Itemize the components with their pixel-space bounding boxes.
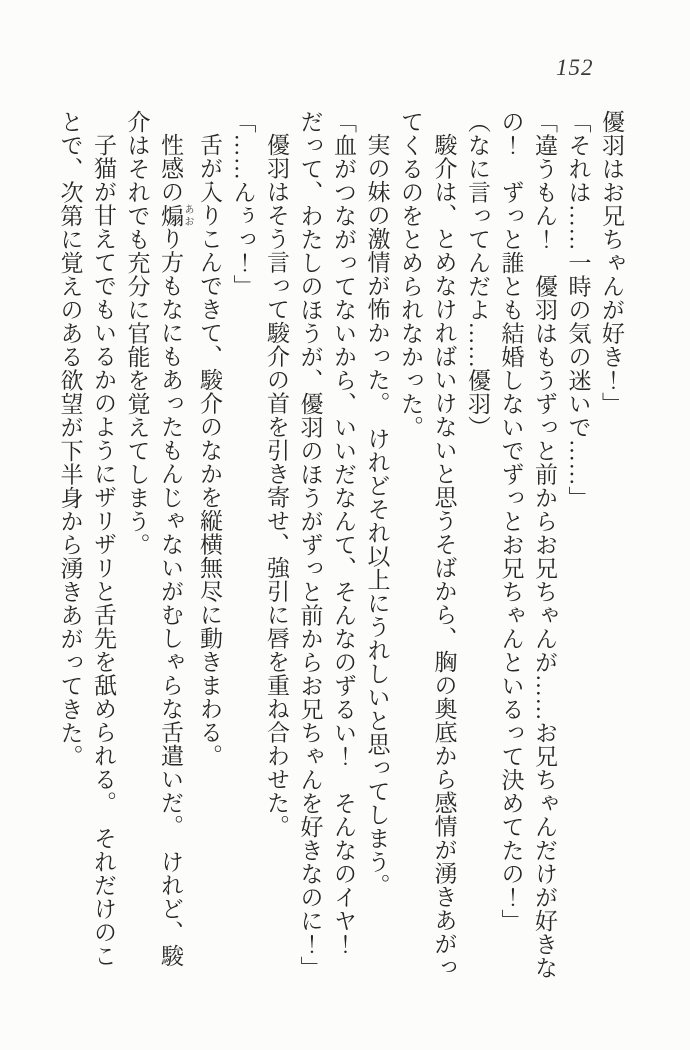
paragraph: 実の妹の激情が怖かった。 けれどそれ以上にうれしいと思ってしまう。 bbox=[364, 133, 390, 897]
paragraph: 優羽はお兄ちゃんが好き！」 bbox=[599, 110, 624, 416]
paragraph: 「……んぅっ！」 bbox=[230, 110, 256, 298]
paragraph: 「違うもん！ 優羽はもうずっと前からお兄ちゃんが……お兄ちゃんだけが好きなの！ ずっと誰とも結婚しないでずっとお兄ちゃんといるって決めてたの！」 bbox=[498, 110, 557, 980]
paragraph: 舌が入りこんできて、駿介のなかを縦横無尽に動きまわる。 bbox=[197, 133, 222, 768]
ruby-annotated-kanji: 煽 あお bbox=[158, 203, 193, 227]
paragraph: 駿介は、とめなければいけないと思うそばから、胸の奥底から感情が湧きあがってくるのをとめられなかった。 bbox=[398, 110, 457, 979]
furigana: あお bbox=[182, 203, 193, 227]
novel-text-block bbox=[53, 110, 628, 990]
paragraph: 優羽はそう言って駿介の首を引き寄せ、強引に唇を重ね合わせた。 bbox=[264, 133, 289, 838]
paragraph: 「血がつながってないから、いいだなんて、そんなのずるい！ そんなのイヤ！ だって、わたしのほうが、優羽のほうがずっと前からお兄ちゃんを好きなのに！」 bbox=[297, 110, 356, 980]
paragraph: 子猫が甘えてでもいるかのようにザリザリと舌先を舐められる。 それだけのことで、次第に覚えのある欲望が下半身から湧きあがってきた。 bbox=[57, 110, 116, 968]
paragraph: 性感の煽 あおり方もなにもあったもんじゃないがむしゃらな舌遣いだ。 けれど、駿介はそれでも充分に官能を覚えてしまう。 bbox=[124, 110, 193, 968]
paragraph: 「それは……一時の気の迷いで……」 bbox=[565, 110, 591, 510]
paragraph: （なに言ってんだよ……優羽） bbox=[465, 110, 490, 439]
page-number: 152 bbox=[556, 55, 594, 80]
